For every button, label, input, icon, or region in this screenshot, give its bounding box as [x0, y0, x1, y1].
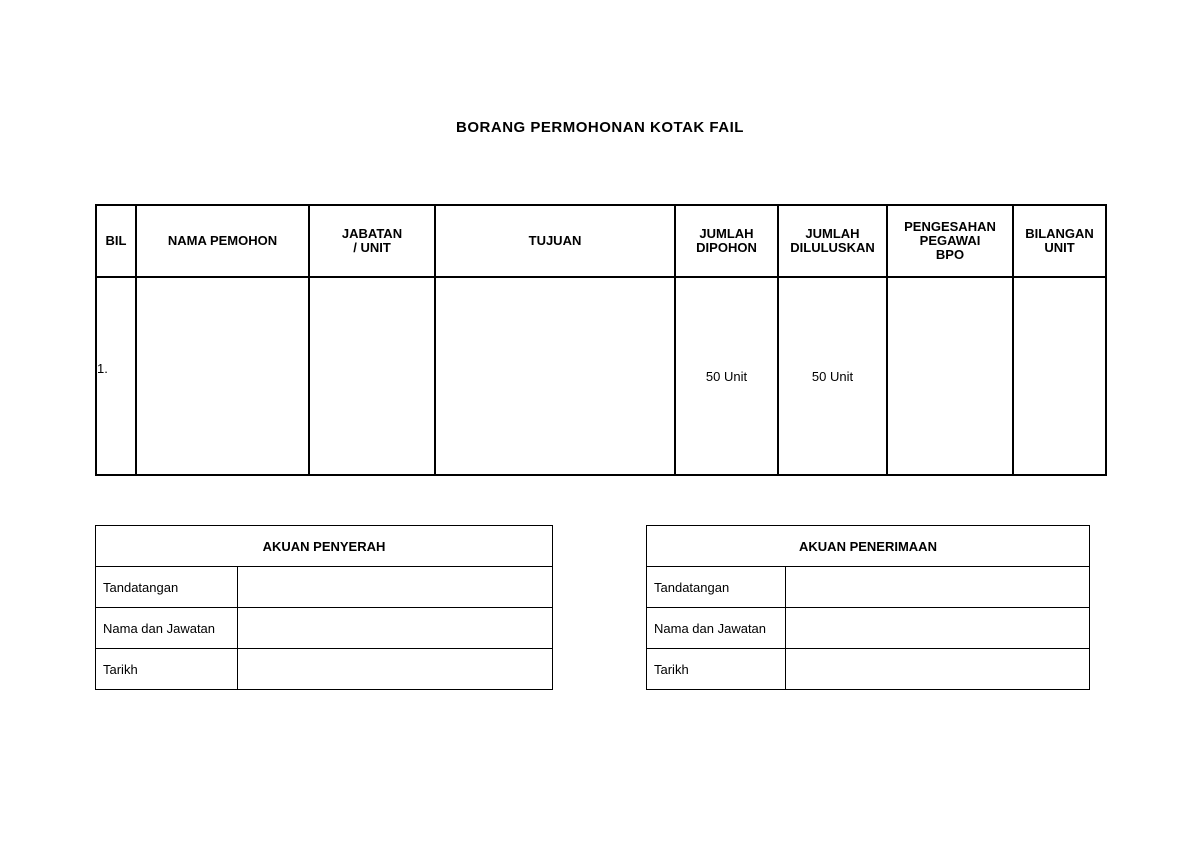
akuan-penyerah-table [95, 525, 553, 690]
table-row [647, 649, 1090, 690]
penyerah-tandatangan-field[interactable] [238, 567, 553, 608]
form-title: BORANG PERMOHONAN KOTAK FAIL [456, 119, 744, 136]
penyerah-tarikh-field[interactable] [238, 649, 553, 690]
table-row [647, 608, 1090, 649]
penerimaan-nama-jawatan-field[interactable] [786, 608, 1090, 649]
header-bilangan-unit: BILANGAN UNIT [1013, 205, 1106, 277]
header-bil: BIL [96, 205, 136, 277]
bil-value: 1. [97, 360, 108, 376]
header-jabatan-unit: JABATAN / UNIT [309, 205, 435, 277]
penyerah-tandatangan-label: Tandatangan [96, 567, 238, 608]
penerimaan-tandatangan-field[interactable] [786, 567, 1090, 608]
akuan-penyerah-title: AKUAN PENYERAH [96, 526, 553, 567]
penerimaan-tarikh-label: Tarikh [647, 649, 786, 690]
penyerah-nama-jawatan-label: Nama dan Jawatan [96, 608, 238, 649]
cell-jabatan-unit[interactable] [309, 277, 435, 475]
table-header-row [96, 205, 1106, 277]
table-row [96, 567, 553, 608]
table-row [96, 649, 553, 690]
header-pengesahan-pegawai-bpo: PENGESAHAN PEGAWAI BPO [887, 205, 1013, 277]
cell-jumlah-diluluskan: 50 Unit [778, 277, 887, 475]
cell-tujuan[interactable] [435, 277, 675, 475]
cell-jumlah-dipohon: 50 Unit [675, 277, 778, 475]
cell-nama-pemohon[interactable] [136, 277, 309, 475]
cell-pengesahan-pegawai-bpo[interactable] [887, 277, 1013, 475]
cell-bilangan-unit[interactable] [1013, 277, 1106, 475]
penyerah-tarikh-label: Tarikh [96, 649, 238, 690]
header-jumlah-dipohon: JUMLAH DIPOHON [675, 205, 778, 277]
penerimaan-tandatangan-label: Tandatangan [647, 567, 786, 608]
penyerah-nama-jawatan-field[interactable] [238, 608, 553, 649]
header-tujuan: TUJUAN [435, 205, 675, 277]
penerimaan-nama-jawatan-label: Nama dan Jawatan [647, 608, 786, 649]
table-row [96, 277, 1106, 475]
akuan-penerimaan-title: AKUAN PENERIMAAN [647, 526, 1090, 567]
header-jumlah-diluluskan: JUMLAH DILULUSKAN [778, 205, 887, 277]
penerimaan-tarikh-field[interactable] [786, 649, 1090, 690]
cell-bil [96, 277, 136, 475]
table-row [96, 608, 553, 649]
header-nama-pemohon: NAMA PEMOHON [136, 205, 309, 277]
table-row [647, 567, 1090, 608]
akuan-penerimaan-table [646, 525, 1090, 690]
request-table [95, 204, 1107, 476]
